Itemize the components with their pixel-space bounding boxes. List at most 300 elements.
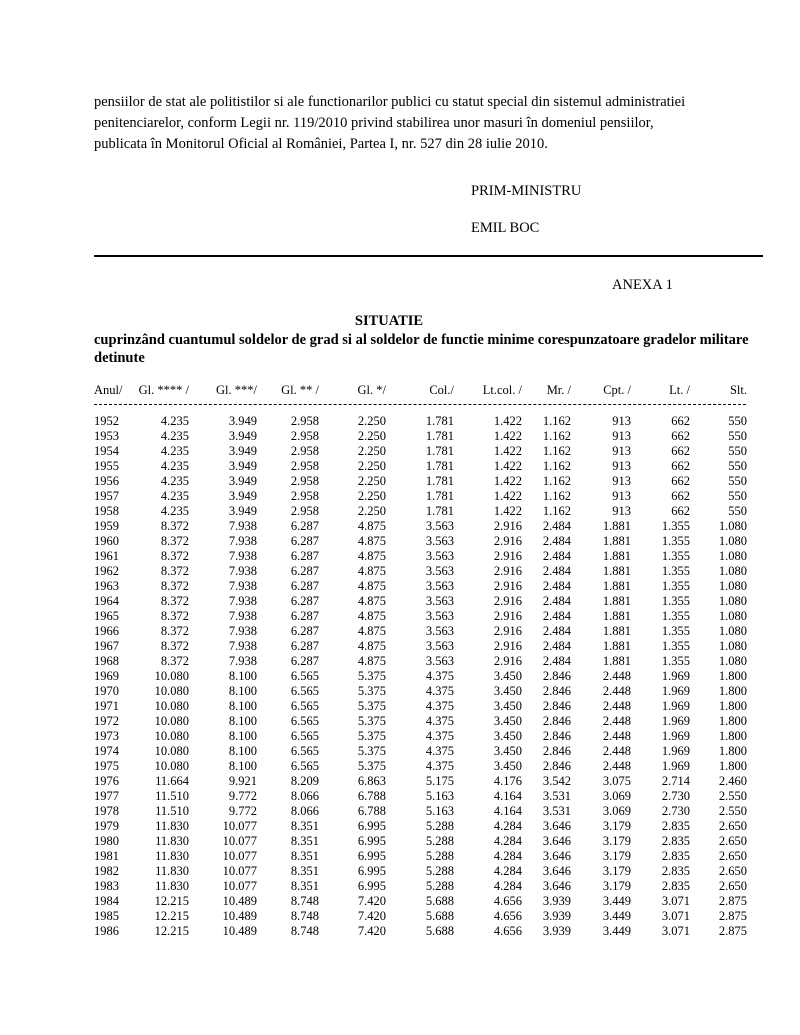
table-row: [0, 594, 800, 609]
table-cell-cpt: 3.069: [602, 804, 631, 818]
table-cell-cpt: 913: [612, 489, 631, 503]
table-cell-mr: 3.531: [542, 804, 571, 818]
table-cell-lt: 1.969: [661, 684, 690, 698]
table-cell-slt: 1.800: [718, 699, 747, 713]
table-cell-slt: 1.080: [718, 534, 747, 548]
table-cell-gl4: 11.830: [155, 849, 189, 863]
table-cell-lt: 3.071: [661, 909, 690, 923]
table-cell-year: 1976: [94, 774, 119, 788]
table-cell-year: 1985: [94, 909, 119, 923]
table-row: [0, 819, 800, 834]
annex-subtitle: cuprinzând cuantumul soldelor de grad si al soldelor de functie minime corespunzatoare gradelor militare detinute: [94, 332, 749, 366]
table-cell-gl4: 4.235: [160, 474, 189, 488]
table-cell-cpt: 1.881: [602, 654, 631, 668]
table-cell-col: 1.781: [425, 504, 454, 518]
table-cell-slt: 550: [728, 489, 747, 503]
table-cell-col: 3.563: [425, 534, 454, 548]
table-cell-mr: 3.646: [542, 849, 571, 863]
intro-paragraph: [94, 92, 754, 155]
table-cell-year: 1984: [94, 894, 119, 908]
table-cell-gl1: 4.875: [357, 564, 386, 578]
table-cell-gl2: 6.287: [290, 519, 319, 533]
table-row: [0, 669, 800, 684]
table-cell-mr: 2.846: [542, 759, 571, 773]
table-cell-lt: 1.355: [661, 549, 690, 563]
table-cell-cpt: 2.448: [602, 699, 631, 713]
table-cell-ltcol: 2.916: [493, 639, 522, 653]
table-cell-mr: 3.939: [542, 924, 571, 938]
table-cell-gl3: 7.938: [228, 594, 257, 608]
table-cell-gl2: 6.287: [290, 609, 319, 623]
table-row: [0, 549, 800, 564]
column-header-lt: Lt. /: [669, 383, 690, 397]
table-cell-mr: 2.484: [542, 519, 571, 533]
table-cell-col: 4.375: [425, 669, 454, 683]
table-row: [0, 474, 800, 489]
table-cell-gl3: 3.949: [228, 444, 257, 458]
table-cell-year: 1958: [94, 504, 119, 518]
table-cell-year: 1975: [94, 759, 119, 773]
table-cell-mr: 3.646: [542, 879, 571, 893]
table-cell-gl3: 8.100: [228, 684, 257, 698]
table-cell-lt: 1.355: [661, 519, 690, 533]
table-cell-lt: 1.355: [661, 609, 690, 623]
table-cell-mr: 1.162: [542, 474, 571, 488]
column-header-gl2: Gl. ** /: [281, 383, 319, 397]
table-cell-col: 5.175: [425, 774, 454, 788]
column-header-slt: Slt.: [729, 383, 747, 397]
table-cell-ltcol: 3.450: [493, 684, 522, 698]
table-cell-year: 1967: [94, 639, 119, 653]
table-cell-ltcol: 1.422: [493, 444, 522, 458]
table-cell-slt: 550: [728, 474, 747, 488]
table-cell-col: 4.375: [425, 759, 454, 773]
table-cell-gl1: 5.375: [357, 699, 386, 713]
table-cell-cpt: 913: [612, 504, 631, 518]
table-cell-gl2: 6.565: [290, 714, 319, 728]
table-cell-gl2: 8.209: [290, 774, 319, 788]
table-cell-col: 5.688: [425, 894, 454, 908]
table-cell-ltcol: 4.284: [493, 849, 522, 863]
table-cell-gl2: 8.351: [290, 864, 319, 878]
table-cell-col: 3.563: [425, 654, 454, 668]
table-cell-gl1: 7.420: [357, 924, 386, 938]
table-cell-ltcol: 2.916: [493, 654, 522, 668]
table-cell-ltcol: 2.916: [493, 594, 522, 608]
table-cell-ltcol: 2.916: [493, 519, 522, 533]
table-cell-gl2: 6.565: [290, 669, 319, 683]
table-cell-gl4: 11.830: [155, 819, 189, 833]
table-cell-col: 4.375: [425, 699, 454, 713]
table-row: [0, 639, 800, 654]
table-cell-gl4: 4.235: [160, 459, 189, 473]
table-cell-gl4: 10.080: [154, 729, 189, 743]
table-cell-year: 1982: [94, 864, 119, 878]
table-cell-gl1: 6.863: [357, 774, 386, 788]
table-row: [0, 849, 800, 864]
table-cell-slt: 550: [728, 444, 747, 458]
table-cell-year: 1978: [94, 804, 119, 818]
table-cell-gl1: 2.250: [357, 414, 386, 428]
table-cell-gl3: 10.077: [222, 849, 257, 863]
table-cell-gl2: 2.958: [290, 459, 319, 473]
table-row: [0, 894, 800, 909]
table-cell-gl4: 8.372: [160, 579, 189, 593]
table-cell-gl4: 11.664: [155, 774, 189, 788]
table-cell-cpt: 1.881: [602, 579, 631, 593]
table-cell-cpt: 1.881: [602, 609, 631, 623]
table-cell-year: 1954: [94, 444, 119, 458]
table-cell-cpt: 2.448: [602, 669, 631, 683]
table-cell-lt: 1.969: [661, 714, 690, 728]
table-cell-slt: 1.080: [718, 594, 747, 608]
table-cell-gl1: 2.250: [357, 444, 386, 458]
table-cell-gl2: 2.958: [290, 489, 319, 503]
table-row: [0, 714, 800, 729]
table-cell-ltcol: 4.284: [493, 819, 522, 833]
table-cell-lt: 662: [671, 414, 690, 428]
table-cell-cpt: 3.449: [602, 894, 631, 908]
table-row: [0, 879, 800, 894]
table-cell-slt: 2.460: [718, 774, 747, 788]
table-cell-cpt: 3.449: [602, 924, 631, 938]
table-cell-gl2: 6.287: [290, 564, 319, 578]
table-cell-cpt: 913: [612, 459, 631, 473]
table-cell-slt: 550: [728, 429, 747, 443]
table-row: [0, 504, 800, 519]
separator-line: [94, 255, 763, 257]
table-row: [0, 774, 800, 789]
table-cell-mr: 3.646: [542, 834, 571, 848]
table-cell-mr: 1.162: [542, 504, 571, 518]
table-cell-ltcol: 4.656: [493, 894, 522, 908]
table-cell-gl3: 7.938: [228, 624, 257, 638]
table-cell-lt: 662: [671, 474, 690, 488]
table-cell-gl2: 6.287: [290, 549, 319, 563]
table-row: [0, 624, 800, 639]
table-cell-gl1: 6.995: [357, 849, 386, 863]
table-cell-gl3: 8.100: [228, 744, 257, 758]
table-cell-ltcol: 1.422: [493, 459, 522, 473]
table-cell-ltcol: 4.284: [493, 879, 522, 893]
table-cell-cpt: 1.881: [602, 549, 631, 563]
table-cell-year: 1966: [94, 624, 119, 638]
table-cell-gl1: 6.788: [357, 804, 386, 818]
column-header-gl4: Gl. **** /: [138, 383, 189, 397]
table-cell-lt: 1.969: [661, 729, 690, 743]
table-cell-slt: 550: [728, 414, 747, 428]
table-cell-year: 1974: [94, 744, 119, 758]
table-cell-mr: 2.846: [542, 729, 571, 743]
table-cell-ltcol: 4.164: [493, 804, 522, 818]
column-header-cpt: Cpt. /: [603, 383, 631, 397]
table-cell-col: 5.288: [425, 819, 454, 833]
table-cell-ltcol: 4.284: [493, 834, 522, 848]
table-cell-year: 1980: [94, 834, 119, 848]
table-cell-gl1: 5.375: [357, 684, 386, 698]
table-cell-year: 1952: [94, 414, 119, 428]
table-row: [0, 444, 800, 459]
table-row: [0, 654, 800, 669]
table-cell-gl3: 7.938: [228, 564, 257, 578]
table-cell-col: 3.563: [425, 579, 454, 593]
table-cell-mr: 3.646: [542, 819, 571, 833]
table-cell-mr: 3.646: [542, 864, 571, 878]
table-cell-lt: 662: [671, 489, 690, 503]
table-cell-gl2: 6.565: [290, 684, 319, 698]
table-cell-gl1: 4.875: [357, 549, 386, 563]
table-cell-slt: 2.650: [718, 834, 747, 848]
table-cell-lt: 1.355: [661, 654, 690, 668]
table-cell-cpt: 2.448: [602, 759, 631, 773]
table-cell-gl4: 4.235: [160, 489, 189, 503]
table-cell-mr: 2.846: [542, 669, 571, 683]
table-cell-col: 1.781: [425, 429, 454, 443]
table-cell-gl3: 9.772: [228, 789, 257, 803]
table-cell-mr: 2.846: [542, 744, 571, 758]
table-cell-mr: 2.484: [542, 579, 571, 593]
table-cell-lt: 3.071: [661, 924, 690, 938]
table-cell-cpt: 1.881: [602, 519, 631, 533]
table-cell-slt: 1.080: [718, 654, 747, 668]
table-cell-cpt: 3.179: [602, 834, 631, 848]
table-row: [0, 744, 800, 759]
table-cell-gl4: 10.080: [154, 684, 189, 698]
table-cell-gl4: 11.510: [155, 804, 189, 818]
table-cell-gl3: 8.100: [228, 729, 257, 743]
table-cell-gl2: 6.565: [290, 699, 319, 713]
table-cell-mr: 3.542: [542, 774, 571, 788]
table-cell-lt: 2.835: [661, 879, 690, 893]
table-cell-ltcol: 3.450: [493, 759, 522, 773]
table-cell-gl2: 8.066: [290, 789, 319, 803]
table-cell-mr: 2.846: [542, 684, 571, 698]
table-cell-cpt: 3.179: [602, 819, 631, 833]
column-header-gl3: Gl. ***/: [216, 383, 257, 397]
column-header-mr: Mr. /: [546, 383, 571, 397]
table-cell-gl2: 2.958: [290, 414, 319, 428]
table-header: [0, 382, 800, 398]
table-cell-year: 1979: [94, 819, 119, 833]
table-cell-mr: 3.939: [542, 894, 571, 908]
table-cell-mr: 2.846: [542, 699, 571, 713]
table-cell-gl1: 4.875: [357, 519, 386, 533]
table-cell-cpt: 913: [612, 429, 631, 443]
table-row: [0, 909, 800, 924]
table-row: [0, 579, 800, 594]
table-cell-lt: 1.969: [661, 669, 690, 683]
table-cell-gl2: 8.748: [290, 924, 319, 938]
table-cell-lt: 2.835: [661, 864, 690, 878]
table-cell-gl3: 10.077: [222, 864, 257, 878]
table-cell-cpt: 913: [612, 474, 631, 488]
table-cell-lt: 2.835: [661, 819, 690, 833]
table-cell-ltcol: 4.284: [493, 864, 522, 878]
table-cell-gl2: 6.287: [290, 639, 319, 653]
table-cell-gl1: 5.375: [357, 714, 386, 728]
table-cell-slt: 1.800: [718, 744, 747, 758]
table-cell-gl2: 2.958: [290, 444, 319, 458]
table-row: [0, 519, 800, 534]
table-cell-col: 3.563: [425, 624, 454, 638]
table-cell-gl3: 7.938: [228, 609, 257, 623]
table-cell-lt: 1.355: [661, 624, 690, 638]
table-cell-gl3: 8.100: [228, 699, 257, 713]
table-cell-gl4: 8.372: [160, 639, 189, 653]
table-cell-mr: 2.846: [542, 714, 571, 728]
table-cell-slt: 1.080: [718, 639, 747, 653]
table-cell-ltcol: 1.422: [493, 504, 522, 518]
table-cell-gl1: 2.250: [357, 474, 386, 488]
table-cell-gl2: 6.287: [290, 579, 319, 593]
table-row: [0, 864, 800, 879]
table-cell-lt: 662: [671, 444, 690, 458]
table-cell-gl3: 7.938: [228, 654, 257, 668]
table-cell-slt: 1.800: [718, 669, 747, 683]
table-cell-col: 1.781: [425, 489, 454, 503]
table-cell-ltcol: 2.916: [493, 564, 522, 578]
table-cell-col: 3.563: [425, 549, 454, 563]
table-cell-ltcol: 1.422: [493, 429, 522, 443]
table-cell-gl1: 4.875: [357, 654, 386, 668]
table-cell-ltcol: 3.450: [493, 744, 522, 758]
table-cell-lt: 3.071: [661, 894, 690, 908]
table-cell-col: 1.781: [425, 474, 454, 488]
table-cell-lt: 2.714: [661, 774, 690, 788]
table-cell-col: 4.375: [425, 729, 454, 743]
table-cell-cpt: 1.881: [602, 564, 631, 578]
table-cell-cpt: 1.881: [602, 594, 631, 608]
table-cell-col: 5.688: [425, 909, 454, 923]
table-cell-col: 1.781: [425, 444, 454, 458]
table-cell-lt: 1.969: [661, 759, 690, 773]
table-cell-ltcol: 2.916: [493, 549, 522, 563]
table-cell-year: 1965: [94, 609, 119, 623]
table-cell-gl3: 3.949: [228, 504, 257, 518]
table-cell-gl3: 10.489: [222, 924, 257, 938]
table-cell-gl3: 8.100: [228, 714, 257, 728]
signature-name: EMIL BOC: [471, 220, 540, 236]
table-cell-ltcol: 2.916: [493, 609, 522, 623]
table-cell-ltcol: 4.164: [493, 789, 522, 803]
table-cell-col: 4.375: [425, 744, 454, 758]
table-cell-col: 5.688: [425, 924, 454, 938]
table-cell-gl3: 10.489: [222, 909, 257, 923]
table-row: [0, 684, 800, 699]
table-cell-gl1: 7.420: [357, 894, 386, 908]
table-cell-year: 1956: [94, 474, 119, 488]
table-cell-col: 5.163: [425, 789, 454, 803]
table-cell-lt: 1.969: [661, 744, 690, 758]
table-cell-lt: 662: [671, 429, 690, 443]
table-cell-cpt: 3.179: [602, 879, 631, 893]
table-cell-gl3: 10.077: [222, 819, 257, 833]
table-row: [0, 429, 800, 444]
table-cell-gl2: 8.066: [290, 804, 319, 818]
table-cell-col: 5.163: [425, 804, 454, 818]
table-cell-cpt: 2.448: [602, 744, 631, 758]
table-cell-gl4: 4.235: [160, 429, 189, 443]
table-cell-gl3: 10.489: [222, 894, 257, 908]
table-cell-slt: 2.875: [718, 924, 747, 938]
table-cell-gl1: 5.375: [357, 759, 386, 773]
table-cell-ltcol: 1.422: [493, 474, 522, 488]
column-header-gl1: Gl. */: [357, 383, 386, 397]
table-cell-year: 1964: [94, 594, 119, 608]
table-row: [0, 609, 800, 624]
table-cell-ltcol: 2.916: [493, 579, 522, 593]
table-cell-col: 1.781: [425, 459, 454, 473]
table-cell-year: 1959: [94, 519, 119, 533]
table-cell-ltcol: 3.450: [493, 699, 522, 713]
table-cell-gl3: 7.938: [228, 519, 257, 533]
table-cell-year: 1970: [94, 684, 119, 698]
table-cell-slt: 1.800: [718, 759, 747, 773]
table-cell-gl1: 2.250: [357, 459, 386, 473]
table-cell-cpt: 3.179: [602, 864, 631, 878]
table-cell-gl3: 7.938: [228, 579, 257, 593]
table-cell-slt: 550: [728, 504, 747, 518]
table-cell-gl4: 12.215: [154, 909, 189, 923]
table-cell-gl3: 10.077: [222, 834, 257, 848]
table-cell-gl1: 4.875: [357, 579, 386, 593]
table-cell-year: 1953: [94, 429, 119, 443]
table-cell-year: 1955: [94, 459, 119, 473]
table-row: [0, 459, 800, 474]
table-cell-col: 3.563: [425, 639, 454, 653]
table-row: [0, 789, 800, 804]
annex-title: SITUATIE: [354, 313, 424, 329]
table-cell-lt: 2.835: [661, 849, 690, 863]
table-cell-lt: 1.355: [661, 594, 690, 608]
table-row: [0, 834, 800, 849]
table-cell-gl1: 6.995: [357, 834, 386, 848]
table-row: [0, 924, 800, 939]
table-cell-col: 5.288: [425, 834, 454, 848]
table-body: [0, 414, 800, 939]
table-cell-gl1: 5.375: [357, 744, 386, 758]
table-cell-year: 1983: [94, 879, 119, 893]
table-row: [0, 414, 800, 429]
table-cell-gl3: 7.938: [228, 639, 257, 653]
table-cell-gl1: 6.995: [357, 879, 386, 893]
table-cell-mr: 3.531: [542, 789, 571, 803]
table-cell-year: 1986: [94, 924, 119, 938]
table-cell-cpt: 913: [612, 414, 631, 428]
table-cell-gl1: 4.875: [357, 639, 386, 653]
table-cell-gl4: 10.080: [154, 759, 189, 773]
table-cell-ltcol: 4.656: [493, 924, 522, 938]
table-cell-cpt: 1.881: [602, 534, 631, 548]
intro-line: penitenciarelor, conform Legii nr. 119/2010 privind stabilirea unor masuri în domeniul pensiilor,: [94, 115, 654, 131]
table-cell-slt: 1.800: [718, 684, 747, 698]
table-cell-gl3: 7.938: [228, 549, 257, 563]
table-cell-slt: 2.875: [718, 909, 747, 923]
table-cell-gl1: 5.375: [357, 729, 386, 743]
table-cell-mr: 2.484: [542, 534, 571, 548]
table-cell-gl2: 8.351: [290, 834, 319, 848]
table-cell-gl4: 11.830: [155, 879, 189, 893]
table-cell-slt: 2.650: [718, 864, 747, 878]
table-cell-gl2: 6.287: [290, 654, 319, 668]
table-cell-gl2: 8.351: [290, 849, 319, 863]
table-cell-year: 1957: [94, 489, 119, 503]
table-cell-slt: 550: [728, 459, 747, 473]
table-cell-slt: 2.650: [718, 879, 747, 893]
table-cell-cpt: 3.075: [602, 774, 631, 788]
table-cell-ltcol: 3.450: [493, 714, 522, 728]
table-cell-gl1: 6.995: [357, 819, 386, 833]
